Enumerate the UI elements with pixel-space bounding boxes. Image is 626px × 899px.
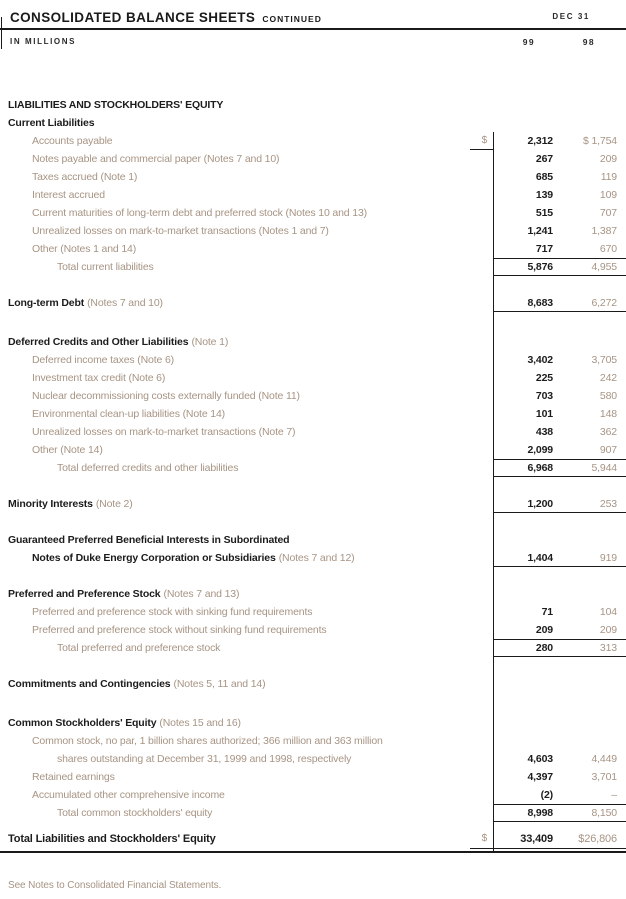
row-label-text: Total deferred credits and other liabilities xyxy=(57,462,239,474)
row-spacer xyxy=(0,477,626,495)
left-margin-tick xyxy=(1,17,2,49)
dollar-sign xyxy=(470,204,493,222)
row-label-text: Preferred and preference stock with sinking fund requirements xyxy=(32,606,313,618)
table-row xyxy=(0,294,626,312)
column-divider-rule xyxy=(493,132,494,851)
dollar-sign xyxy=(470,714,493,732)
row-label xyxy=(0,225,470,237)
row-label xyxy=(0,207,470,219)
value-1998: 707 xyxy=(599,207,617,219)
value-1998: 8,150 xyxy=(591,807,617,819)
row-label xyxy=(0,153,470,165)
dollar-sign xyxy=(470,222,493,240)
row-label-text: Investment tax credit (Note 6) xyxy=(32,372,166,384)
row-spacer xyxy=(0,657,626,675)
table-row xyxy=(0,639,626,657)
row-values xyxy=(493,786,626,804)
value-1999: 5,876 xyxy=(527,261,553,273)
row-label-text: Taxes accrued (Note 1) xyxy=(32,171,138,183)
dollar-sign xyxy=(470,603,493,621)
dollar-sign xyxy=(470,495,493,513)
row-values xyxy=(493,531,626,549)
dollar-sign xyxy=(470,369,493,387)
row-label-text: Guaranteed Preferred Beneficial Interests in Subordinated xyxy=(8,534,290,546)
value-1998: 119 xyxy=(600,171,617,183)
value-1998: 242 xyxy=(599,372,617,384)
dollar-sign xyxy=(470,549,493,567)
table-row xyxy=(0,423,626,441)
row-note: (Notes 7 and 13) xyxy=(163,588,240,600)
row-label-text: Common Stockholders' Equity xyxy=(8,717,157,729)
row-spacer xyxy=(0,822,626,829)
row-values xyxy=(493,495,626,513)
table-row xyxy=(0,405,626,423)
table-row xyxy=(0,441,626,459)
row-values xyxy=(493,369,626,387)
row-values xyxy=(493,675,626,693)
row-spacer xyxy=(0,693,626,714)
value-1998: 362 xyxy=(599,426,617,438)
row-values xyxy=(493,150,626,168)
table-row xyxy=(0,459,626,477)
row-label-text: Interest accrued xyxy=(32,189,105,201)
table-row xyxy=(0,603,626,621)
row-note: (Note 2) xyxy=(95,498,133,510)
row-label-text: Notes payable and commercial paper (Notes 7 and 10) xyxy=(32,153,280,165)
value-1999: 8,683 xyxy=(527,296,553,309)
row-label-text: Notes of Duke Energy Corporation or Subsidiaries xyxy=(32,552,276,564)
value-1999: 101 xyxy=(535,408,553,420)
row-label xyxy=(0,135,470,147)
value-1998: 1,387 xyxy=(591,225,617,237)
dollar-sign xyxy=(470,675,493,693)
row-label-text: Other (Notes 1 and 14) xyxy=(32,243,137,255)
row-label xyxy=(0,771,470,783)
row-values xyxy=(493,549,626,567)
row-values xyxy=(493,186,626,204)
row-values xyxy=(493,351,626,369)
row-label xyxy=(0,642,470,654)
row-spacer xyxy=(0,312,626,333)
table-row xyxy=(0,222,626,240)
table-row xyxy=(0,132,626,150)
table-row xyxy=(0,150,626,168)
row-label xyxy=(0,588,470,600)
bottom-rule xyxy=(0,851,626,853)
row-label-text: Preferred and Preference Stock xyxy=(8,588,161,600)
footer-note: See Notes to Consolidated Financial Statements. xyxy=(8,880,222,891)
dollar-sign xyxy=(470,150,493,168)
row-label xyxy=(0,426,470,438)
row-note: (Notes 7 and 10) xyxy=(87,297,163,309)
value-1998: 3,705 xyxy=(591,354,617,366)
row-label xyxy=(0,807,470,819)
value-1998: 313 xyxy=(599,642,617,654)
row-label xyxy=(0,498,470,510)
row-values xyxy=(493,585,626,603)
dollar-sign xyxy=(470,240,493,258)
dollar-sign xyxy=(470,459,493,477)
table-row xyxy=(0,333,626,351)
value-1998: 4,449 xyxy=(591,753,617,765)
table-row xyxy=(0,750,626,768)
table-row xyxy=(0,732,626,750)
table-row xyxy=(0,531,626,549)
row-values xyxy=(493,333,626,351)
header-rule xyxy=(0,28,626,30)
value-1999: 1,241 xyxy=(527,225,553,237)
row-label-text: Deferred income taxes (Note 6) xyxy=(32,354,174,366)
row-spacer xyxy=(0,513,626,531)
table-row xyxy=(0,585,626,603)
table-row xyxy=(0,369,626,387)
row-label xyxy=(0,789,470,801)
row-values xyxy=(493,405,626,423)
table-row xyxy=(0,96,626,114)
dollar-sign xyxy=(470,294,493,312)
dollar-sign xyxy=(470,423,493,441)
row-label xyxy=(0,243,470,255)
row-label xyxy=(0,354,470,366)
value-1999: 1,404 xyxy=(527,551,553,564)
row-values xyxy=(493,829,626,849)
value-1999: 1,200 xyxy=(527,497,553,510)
row-values xyxy=(493,258,626,276)
dollar-sign: $ xyxy=(470,829,493,849)
value-1998: 919 xyxy=(599,551,617,564)
row-note: (Note 1) xyxy=(191,336,229,348)
value-1998: 580 xyxy=(599,390,617,402)
value-1999: 71 xyxy=(541,606,553,618)
row-label-text: Total preferred and preference stock xyxy=(57,642,221,654)
row-label-text: Long-term Debt xyxy=(8,297,85,309)
row-values xyxy=(493,204,626,222)
row-values xyxy=(493,639,626,657)
row-values xyxy=(493,441,626,459)
row-values xyxy=(493,603,626,621)
value-1999: 2,312 xyxy=(527,135,553,147)
row-values xyxy=(493,804,626,822)
table-row xyxy=(0,675,626,693)
row-label-text: Total common stockholders' equity xyxy=(57,807,213,819)
row-label xyxy=(0,390,470,402)
row-values xyxy=(493,96,626,114)
dollar-sign xyxy=(470,732,493,750)
row-values xyxy=(493,732,626,750)
row-label-text: Retained earnings xyxy=(32,771,115,783)
date-header: DEC 31 xyxy=(552,12,590,21)
value-1998: – xyxy=(611,789,617,801)
col-header-1999: 99 xyxy=(522,37,535,47)
dollar-sign xyxy=(470,531,493,549)
value-1999: 33,409 xyxy=(520,832,553,845)
value-1999: 280 xyxy=(535,642,553,654)
dollar-sign xyxy=(470,768,493,786)
row-label-text: Common stock, no par, 1 billion shares authorized; 366 million and 363 million xyxy=(32,735,383,747)
value-1999: 225 xyxy=(535,372,553,384)
row-values xyxy=(493,168,626,186)
value-1998: 3,701 xyxy=(591,771,617,783)
col-header-1998: 98 xyxy=(582,37,595,47)
row-label xyxy=(0,261,470,273)
row-label xyxy=(0,189,470,201)
row-label xyxy=(0,833,470,845)
row-values xyxy=(493,387,626,405)
value-1998: 5,944 xyxy=(591,462,617,474)
value-1999: 515 xyxy=(535,207,553,219)
row-label-text: Current maturities of long-term debt and preferred stock (Notes 10 and 13) xyxy=(32,207,367,219)
row-note: (Notes 7 and 12) xyxy=(278,552,355,564)
dollar-sign xyxy=(470,585,493,603)
row-spacer xyxy=(0,276,626,294)
row-label xyxy=(0,717,470,729)
row-label xyxy=(0,99,470,111)
value-1998: $ 1,754 xyxy=(583,135,617,147)
table-row xyxy=(0,351,626,369)
value-1998: 4,955 xyxy=(591,261,617,273)
dollar-sign xyxy=(470,258,493,276)
row-label-text: Nuclear decommissioning costs externally funded (Note 11) xyxy=(32,390,300,402)
units-label: IN MILLIONS xyxy=(10,37,77,46)
row-values xyxy=(493,114,626,132)
dollar-sign xyxy=(470,114,493,132)
value-1999: 139 xyxy=(535,189,553,201)
value-1999: 267 xyxy=(535,153,553,165)
value-1998: 6,272 xyxy=(591,296,617,309)
dollar-sign xyxy=(470,804,493,822)
row-label-text: Preferred and preference stock without sinking fund requirements xyxy=(32,624,327,636)
row-values xyxy=(493,240,626,258)
row-label xyxy=(0,336,470,348)
row-label-text: Accounts payable xyxy=(32,135,113,147)
row-note: (Notes 15 and 16) xyxy=(159,717,241,729)
dollar-sign xyxy=(470,168,493,186)
table-row xyxy=(0,204,626,222)
row-values xyxy=(493,768,626,786)
row-label xyxy=(0,534,470,546)
row-label xyxy=(0,462,470,474)
table-row xyxy=(0,786,626,804)
row-label-text: Total current liabilities xyxy=(57,261,154,273)
dollar-sign xyxy=(470,405,493,423)
row-label xyxy=(0,171,470,183)
row-values xyxy=(493,222,626,240)
page-title: CONSOLIDATED BALANCE SHEETS xyxy=(10,10,256,25)
dollar-sign xyxy=(470,351,493,369)
dollar-sign xyxy=(470,441,493,459)
table-row xyxy=(0,495,626,513)
row-values xyxy=(493,750,626,768)
table-row xyxy=(0,714,626,732)
value-1999: 703 xyxy=(535,390,553,402)
table-row xyxy=(0,549,626,567)
row-values xyxy=(493,459,626,477)
row-label xyxy=(0,372,470,384)
row-label-text: Unrealized losses on mark-to-market transactions (Note 7) xyxy=(32,426,296,438)
value-1999: 8,998 xyxy=(527,807,553,819)
table-row xyxy=(0,114,626,132)
row-label xyxy=(0,678,470,690)
continued-label: CONTINUED xyxy=(262,14,322,24)
row-label-text: LIABILITIES AND STOCKHOLDERS' EQUITY xyxy=(8,99,224,111)
row-spacer xyxy=(0,567,626,585)
row-label-text: Current Liabilities xyxy=(8,117,95,129)
value-1999: 717 xyxy=(535,243,553,255)
row-label xyxy=(0,552,470,564)
dollar-sign xyxy=(470,186,493,204)
dollar-sign xyxy=(470,96,493,114)
table-row xyxy=(0,168,626,186)
row-label xyxy=(0,624,470,636)
value-1998: 253 xyxy=(599,497,617,510)
value-1999: 4,603 xyxy=(527,753,553,765)
value-1998: 670 xyxy=(599,243,617,255)
row-label-text: Other (Note 14) xyxy=(32,444,103,456)
value-1999: 3,402 xyxy=(527,354,553,366)
table-row xyxy=(0,258,626,276)
dollar-sign xyxy=(470,639,493,657)
value-1998: $26,806 xyxy=(578,832,617,845)
table-row xyxy=(0,186,626,204)
value-1998: 104 xyxy=(599,606,617,618)
row-label-text: Minority Interests xyxy=(8,498,93,510)
row-label-text: shares outstanding at December 31, 1999 and 1998, respectively xyxy=(57,753,352,765)
table-row xyxy=(0,621,626,639)
table-row xyxy=(0,829,626,849)
row-label-text: Commitments and Contingencies xyxy=(8,678,171,690)
row-label xyxy=(0,408,470,420)
dollar-sign xyxy=(470,621,493,639)
row-label xyxy=(0,606,470,618)
value-1998: 907 xyxy=(599,444,617,456)
row-values xyxy=(493,294,626,312)
value-1998: 148 xyxy=(599,408,617,420)
row-label-text: Unrealized losses on mark-to-market transactions (Notes 1 and 7) xyxy=(32,225,329,237)
row-values xyxy=(493,714,626,732)
dollar-sign xyxy=(470,786,493,804)
row-values xyxy=(493,621,626,639)
row-label-text: Environmental clean-up liabilities (Note 14) xyxy=(32,408,225,420)
value-1999: 685 xyxy=(535,171,553,183)
row-values xyxy=(493,423,626,441)
value-1999: 438 xyxy=(535,426,553,438)
value-1999: (2) xyxy=(540,789,553,801)
row-label-text: Total Liabilities and Stockholders' Equity xyxy=(8,833,216,845)
row-label xyxy=(0,297,470,309)
table-row xyxy=(0,387,626,405)
dollar-sign: $ xyxy=(470,132,493,150)
value-1998: 109 xyxy=(599,189,617,201)
row-label xyxy=(0,117,470,129)
row-label xyxy=(0,444,470,456)
row-label-text: Deferred Credits and Other Liabilities xyxy=(8,336,189,348)
page-header xyxy=(10,9,322,27)
table-row xyxy=(0,804,626,822)
balance-table-body xyxy=(0,96,626,849)
row-label xyxy=(0,735,470,747)
value-1999: 4,397 xyxy=(527,771,553,783)
value-1999: 6,968 xyxy=(527,462,553,474)
row-label-text: Accumulated other comprehensive income xyxy=(32,789,225,801)
row-values xyxy=(493,132,626,150)
value-1999: 2,099 xyxy=(527,444,553,456)
table-row xyxy=(0,240,626,258)
dollar-sign xyxy=(470,387,493,405)
value-1998: 209 xyxy=(599,624,617,636)
value-1999: 209 xyxy=(535,624,553,636)
table-row xyxy=(0,768,626,786)
dollar-sign xyxy=(470,750,493,768)
value-1998: 209 xyxy=(599,153,617,165)
dollar-sign xyxy=(470,333,493,351)
row-note: (Notes 5, 11 and 14) xyxy=(173,678,266,690)
row-label xyxy=(0,753,470,765)
